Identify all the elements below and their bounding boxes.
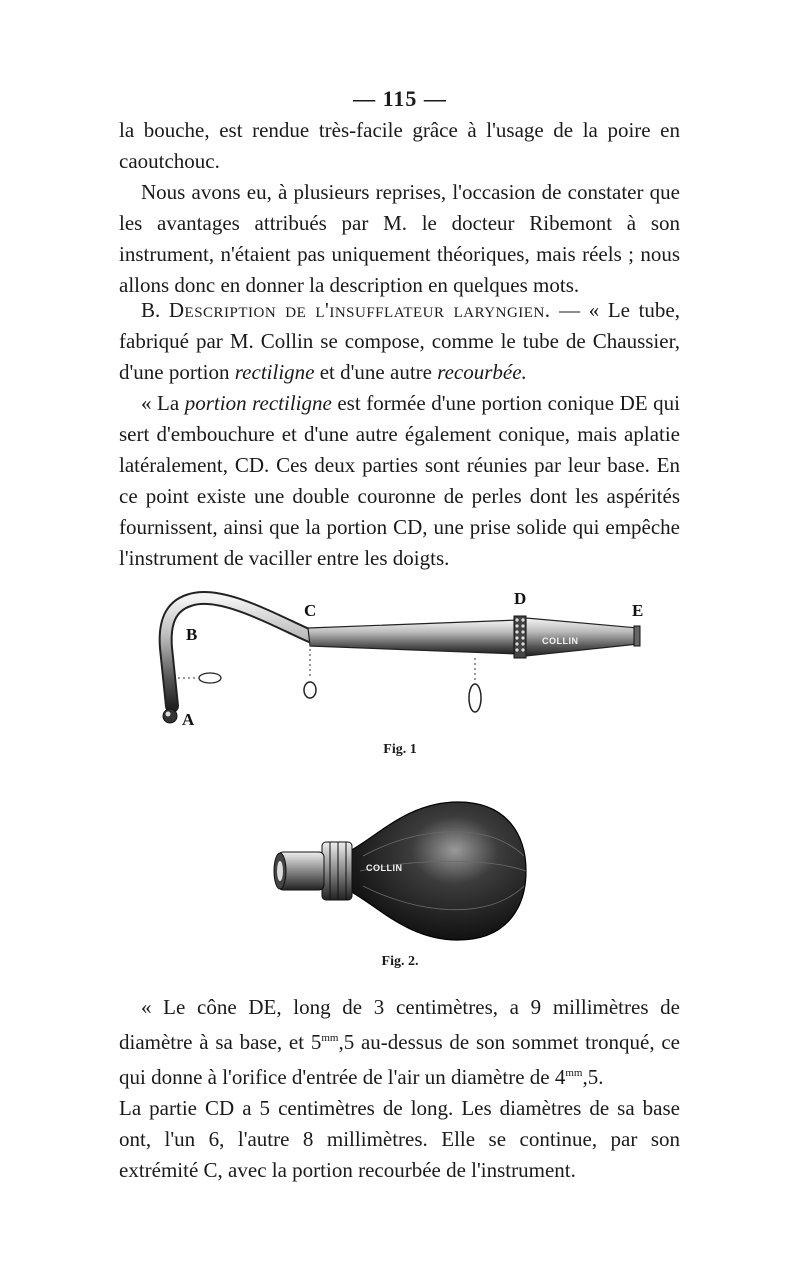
fig1-brand: COLLIN: [542, 636, 579, 646]
paragraph5-a: « Le cône DE, long de 3 centimètres, a 9 millimètres de diamètre à sa base, et 5: [119, 995, 680, 1054]
section-paragraph: [119, 295, 680, 388]
section-text-a: — « Le tube, fabriqué par M. Collin se compose, comme le tube de Chaussier, d'une portion: [119, 298, 680, 384]
paragraph4-rest: est formée d'une portion conique DE qui sert d'embouchure et d'une autre également conique, mais aplatie latéralement, CD. Ces deux parties sont réunies par leur base. En ce point existe une double couronne de perles dont les aspérités fournissent, ainsi que la portion CD, une prise solide qui empêche l'instrument de vaciller entre les doigts.: [119, 391, 680, 570]
paragraph5-b: ,5 au-dessus de son sommet tronqué, ce qui donne à l'orifice d'entrée de l'air un diamètre de 4: [119, 1030, 680, 1089]
figure-1-caption: Fig. 1: [383, 742, 417, 757]
portion-cd: [308, 620, 518, 654]
paragraph-ribemont: Nous avons eu, à plusieurs reprises, l'occasion de constater que les avantages attribués par M. le docteur Ribemont à son instrument, n'étaient pas uniquement théoriques, mais réels ; nous allons donc en donner la description en quelques mots.: [119, 180, 680, 297]
paragraph-portion-rectiligne: [119, 388, 680, 574]
figure-2-rubber-bulb: [268, 796, 528, 946]
section-prefix: B.: [141, 298, 169, 322]
unit-mm-1: mm: [321, 1032, 339, 1044]
text-block-description: [119, 295, 680, 574]
emphasis-portion-rectiligne: portion rectiligne: [184, 391, 332, 415]
unit-mm-2: mm: [565, 1067, 583, 1079]
label-c: C: [304, 601, 317, 620]
tip-a: [163, 709, 177, 723]
paragraph4-open: « La: [141, 391, 185, 415]
pearl-crown: [514, 616, 526, 658]
curved-portion: [166, 598, 310, 706]
label-b: B: [186, 625, 198, 644]
text-block-top: [119, 115, 680, 301]
label-e: E: [632, 601, 644, 620]
figure-2-caption: Fig. 2.: [381, 954, 419, 969]
emphasis-rectiligne: rectiligne: [234, 360, 315, 384]
page-number: — 115 —: [353, 86, 447, 111]
section-heading: Description de l'insufflateur laryngien.: [168, 298, 551, 322]
emphasis-recourbee: recourbée.: [437, 360, 527, 384]
text-block-bottom: [119, 992, 680, 1186]
label-d: D: [514, 589, 527, 608]
paragraph-cd: La partie CD a 5 centimètres de long. Les diamètres de sa base ont, l'un 6, l'autre 8 millimètres. Elle se continue, par son extrémité C, avec la portion recourbée de l'instrument.: [119, 1096, 680, 1182]
label-a: A: [182, 710, 195, 729]
section-d: [469, 684, 481, 712]
section-c: [304, 682, 316, 698]
paragraph-continuation: la bouche, est rendue très-facile grâce à l'usage de la poire en caoutchouc.: [119, 118, 680, 173]
section-text-b: et d'une autre: [314, 360, 438, 384]
section-b: [199, 673, 221, 683]
fig2-brand: COLLIN: [366, 863, 403, 873]
figure-1-insufflator: [150, 578, 650, 738]
bulb-collar: [322, 842, 352, 900]
paragraph5-c: ,5.: [582, 1065, 604, 1089]
paragraph-cone-de: [119, 992, 680, 1093]
